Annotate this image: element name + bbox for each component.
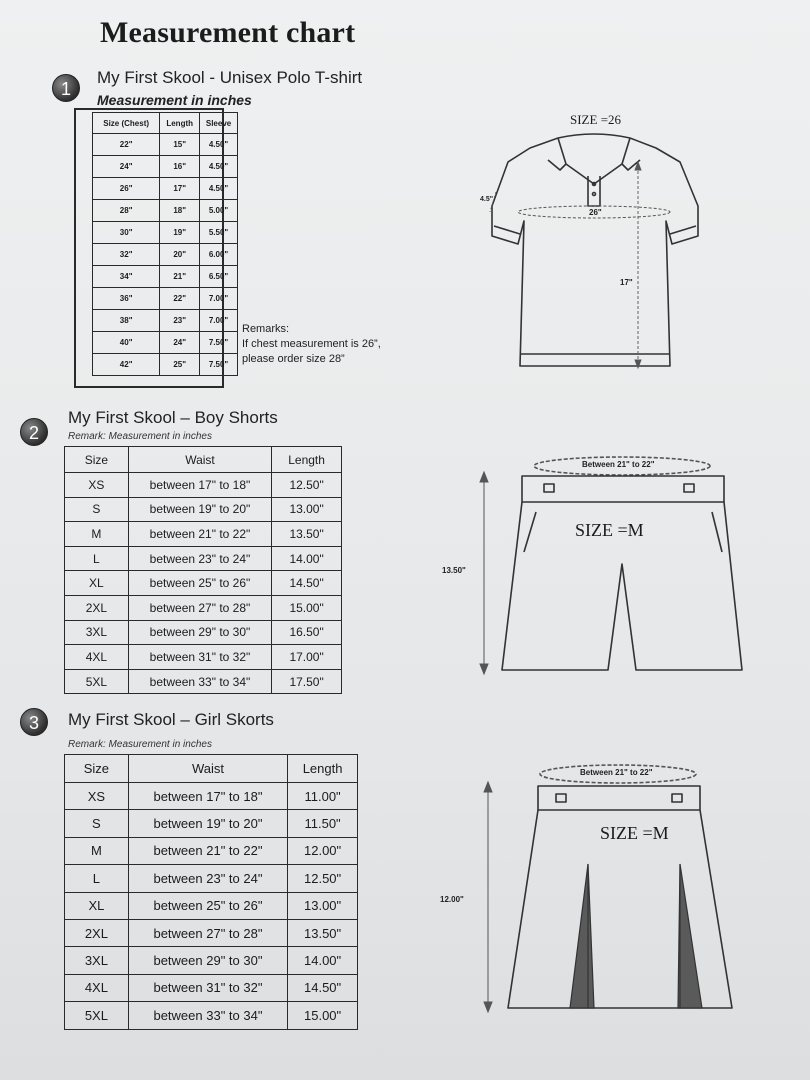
table-cell: 24" [93, 156, 160, 178]
skorts-size-label: SIZE =M [600, 823, 669, 843]
table-cell: 5XL [65, 1002, 129, 1029]
polo-remarks [242, 322, 381, 367]
table-cell: 14.50" [288, 974, 358, 1001]
table-row [93, 156, 238, 178]
table-cell: between 17" to 18" [128, 473, 271, 498]
table-cell: between 27" to 28" [128, 919, 287, 946]
polo-size-label: SIZE =26 [570, 112, 622, 127]
section-number-badge: 2 [20, 418, 48, 446]
table-cell: 42" [93, 354, 160, 376]
table-cell: between 25" to 26" [128, 571, 271, 596]
table-cell: 13.00" [288, 892, 358, 919]
skorts-section-title: My First Skool – Girl Skorts [68, 710, 274, 729]
table-row [93, 354, 238, 376]
table-row [93, 134, 238, 156]
table-cell: 15.00" [272, 595, 342, 620]
table-cell: 13.50" [288, 919, 358, 946]
table-cell: 30" [93, 222, 160, 244]
table-header-cell: Length [272, 447, 342, 473]
table-cell: between 23" to 24" [128, 546, 271, 571]
table-cell: between 31" to 32" [128, 974, 287, 1001]
polo-section-subtitle: Measurement in inches [97, 92, 252, 108]
table-row [93, 266, 238, 288]
table-cell: 26" [93, 178, 160, 200]
table-header-cell: Length [160, 113, 200, 134]
skorts-size-table [64, 754, 358, 1030]
table-row [65, 669, 342, 694]
table-row [93, 244, 238, 266]
table-cell: 15.00" [288, 1002, 358, 1029]
shorts-size-label: SIZE =M [575, 520, 644, 540]
table-cell: 14.00" [288, 947, 358, 974]
table-cell: 14.50" [272, 571, 342, 596]
table-header-row [65, 755, 358, 783]
table-cell: between 19" to 20" [128, 497, 271, 522]
table-cell: 6.00" [200, 244, 238, 266]
table-cell: S [65, 810, 129, 837]
table-cell: 28" [93, 200, 160, 222]
polo-sleeve-dimension: 4.5" [480, 196, 494, 203]
table-cell: 2XL [65, 595, 129, 620]
table-row [93, 200, 238, 222]
table-cell: 4XL [65, 974, 129, 1001]
table-cell: 12.00" [288, 837, 358, 864]
table-cell: 7.00" [200, 288, 238, 310]
table-cell: L [65, 546, 129, 571]
section-number-badge: 3 [20, 708, 48, 736]
table-header-cell: Waist [128, 447, 271, 473]
table-row [93, 332, 238, 354]
table-cell: L [65, 865, 129, 892]
table-cell: XS [65, 783, 129, 810]
table-row [65, 571, 342, 596]
table-row [65, 497, 342, 522]
table-row [93, 222, 238, 244]
table-cell: 18" [160, 200, 200, 222]
table-cell: XL [65, 571, 129, 596]
table-cell: between 29" to 30" [128, 947, 287, 974]
table-cell: 40" [93, 332, 160, 354]
polo-shirt-illustration [470, 126, 710, 376]
table-cell: 4XL [65, 645, 129, 670]
table-cell: 7.50" [200, 354, 238, 376]
table-row [65, 546, 342, 571]
table-cell: 17.00" [272, 645, 342, 670]
table-row [65, 947, 358, 974]
table-cell: 36" [93, 288, 160, 310]
table-cell: 20" [160, 244, 200, 266]
table-cell: 23" [160, 310, 200, 332]
table-cell: 21" [160, 266, 200, 288]
table-cell: between 33" to 34" [128, 669, 271, 694]
table-cell: 11.00" [288, 783, 358, 810]
table-cell: 7.00" [200, 310, 238, 332]
table-header-row [93, 113, 238, 134]
table-cell: 17.50" [272, 669, 342, 694]
table-cell: M [65, 522, 129, 547]
table-row [65, 645, 342, 670]
table-cell: 4.50" [200, 178, 238, 200]
polo-size-table [92, 112, 238, 376]
table-cell: 14.00" [272, 546, 342, 571]
table-header-cell: Length [288, 755, 358, 783]
table-cell: 17" [160, 178, 200, 200]
skorts-illustration [470, 758, 760, 1028]
remarks-line: please order size 28” [242, 353, 345, 365]
table-cell: between 19" to 20" [128, 810, 287, 837]
table-header-row [65, 447, 342, 473]
polo-length-dimension: 17" [620, 278, 633, 287]
shorts-illustration [470, 452, 750, 682]
table-row [93, 288, 238, 310]
table-row [65, 974, 358, 1001]
table-row [65, 892, 358, 919]
table-cell: 5XL [65, 669, 129, 694]
table-cell: between 33" to 34" [128, 1002, 287, 1029]
table-cell: 4.50" [200, 156, 238, 178]
table-cell: 12.50" [288, 865, 358, 892]
table-cell: 13.00" [272, 497, 342, 522]
table-row [93, 178, 238, 200]
table-cell: 7.50" [200, 332, 238, 354]
table-cell: S [65, 497, 129, 522]
table-row [65, 783, 358, 810]
table-cell: between 31" to 32" [128, 645, 271, 670]
table-cell: XL [65, 892, 129, 919]
table-cell: between 29" to 30" [128, 620, 271, 645]
shorts-size-table [64, 446, 342, 694]
table-cell: 3XL [65, 947, 129, 974]
table-cell: 12.50" [272, 473, 342, 498]
table-row [65, 919, 358, 946]
shorts-remark: Remark: Measurement in inches [68, 431, 212, 442]
table-header-cell: Sleeve [200, 113, 238, 134]
table-row [65, 865, 358, 892]
table-row [65, 595, 342, 620]
table-cell: 2XL [65, 919, 129, 946]
table-cell: 16.50" [272, 620, 342, 645]
table-header-cell: Size [65, 755, 129, 783]
table-header-cell: Size (Chest) [93, 113, 160, 134]
shorts-waist-dimension: Between 21" to 22" [582, 460, 655, 469]
table-cell: 19" [160, 222, 200, 244]
table-cell: between 27" to 28" [128, 595, 271, 620]
table-cell: 24" [160, 332, 200, 354]
table-cell: between 21" to 22" [128, 522, 271, 547]
table-cell: 6.50" [200, 266, 238, 288]
table-cell: XS [65, 473, 129, 498]
table-row [65, 1002, 358, 1029]
table-cell: between 21" to 22" [128, 837, 287, 864]
polo-section-title: My First Skool - Unisex Polo T-shirt [97, 68, 363, 87]
table-cell: between 17" to 18" [128, 783, 287, 810]
table-cell: 38" [93, 310, 160, 332]
table-cell: 22" [93, 134, 160, 156]
polo-chest-dimension: 26" [589, 208, 602, 217]
table-header-cell: Size [65, 447, 129, 473]
table-cell: 16" [160, 156, 200, 178]
page-title: Measurement chart [100, 16, 356, 49]
table-row [65, 837, 358, 864]
table-cell: 13.50" [272, 522, 342, 547]
table-cell: 5.00" [200, 200, 238, 222]
table-cell: between 25" to 26" [128, 892, 287, 919]
skorts-remark: Remark: Measurement in inches [68, 739, 212, 750]
section-number-badge: 1 [52, 74, 80, 102]
table-cell: between 23" to 24" [128, 865, 287, 892]
table-cell: 3XL [65, 620, 129, 645]
skorts-length-dimension: 12.00" [440, 895, 464, 904]
table-row [65, 522, 342, 547]
remarks-line: If chest measurement is 26”, [242, 338, 381, 350]
table-cell: 22" [160, 288, 200, 310]
table-cell: M [65, 837, 129, 864]
table-cell: 15" [160, 134, 200, 156]
table-cell: 11.50" [288, 810, 358, 837]
skorts-waist-dimension: Between 21" to 22" [580, 768, 653, 777]
table-row [65, 620, 342, 645]
table-row [65, 473, 342, 498]
table-cell: 34" [93, 266, 160, 288]
table-cell: 25" [160, 354, 200, 376]
table-row [65, 810, 358, 837]
table-row [93, 310, 238, 332]
remarks-line: Remarks: [242, 323, 290, 335]
table-header-cell: Waist [128, 755, 287, 783]
shorts-length-dimension: 13.50" [442, 566, 466, 575]
shorts-section-title: My First Skool – Boy Shorts [68, 408, 278, 427]
table-cell: 5.50" [200, 222, 238, 244]
table-cell: 4.50" [200, 134, 238, 156]
table-cell: 32" [93, 244, 160, 266]
